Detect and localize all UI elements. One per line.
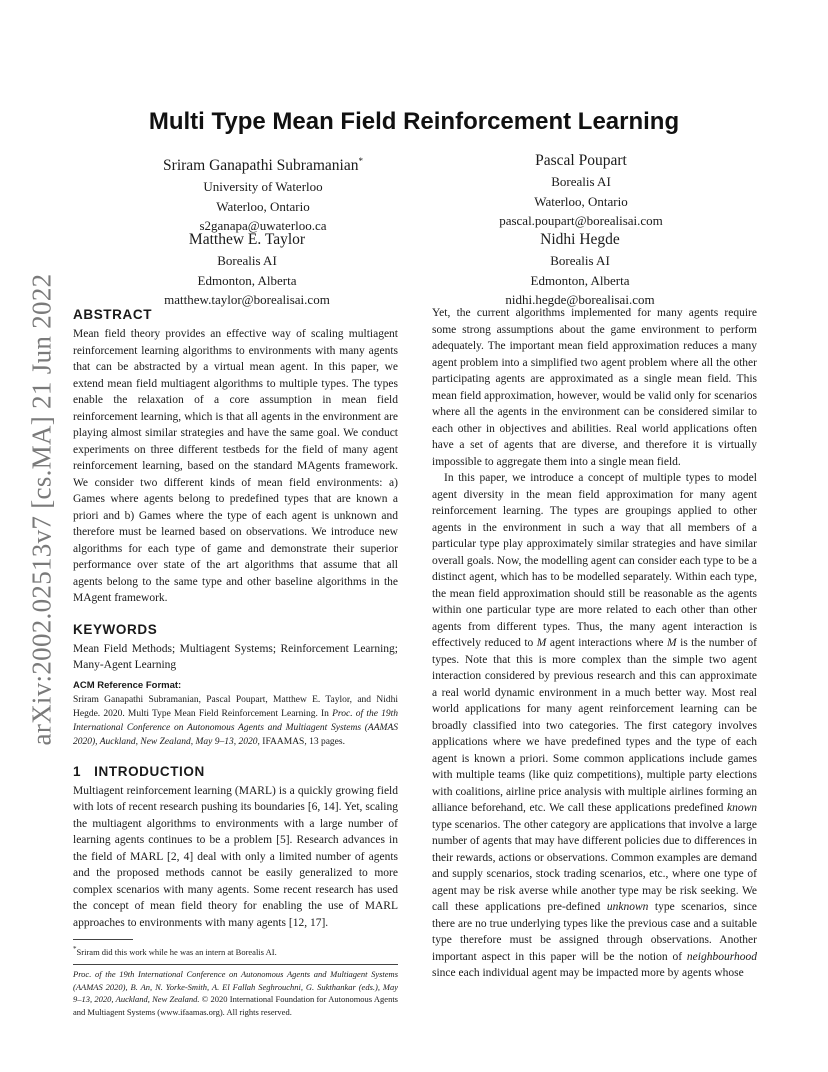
conference-note: Proc. of the 19th International Conference on Autonomous Agents and Multiagent Systems (AAMAS 2020), B. An, N. Yorke-Smith, A. El Fallah Seghrouchni, G. Sukthankar (eds.), May 9–13, 2020, Auckland, New Zealand. © 2020 International Foundation for Autonomous Agents and Multiagent Systems (www.ifaamas.org). All rights reserved. [73, 969, 398, 1017]
arxiv-identifier-text: arXiv:2002.02513v7 [cs.MA] 21 Jun 2022 [26, 273, 57, 745]
intro-paragraph-types: In this paper, we introduce a concept of multiple types to model agent diversity in the mean field approximation for many agent reinforcement learning. The types are groupings applied to other agents in the environment in such a way that all members of a particular type play approximately similar strategies and have similar overall goals. Now, the modelling agent can consider each type to be a distinct agent, which has to be modelled separately. Within each type, the mean field approximation should still be reasonable as the agents within one particular type are more related to each other than other agents from different types. Thus, the many agent interaction is effectively reduced to M agent interactions where M is the number of types. Note that this is more complex than the simple two agent interaction considered by previous research and this can approximate a real world dynamic environment in a much better way. Most real world applications for many agent reinforcement learning can be broadly classified into two categories. The first category involves applications where we have predefined types and the type of each agent is known a priori. Some common applications include games with multiple teams (like quiz competitions), multiple party elections with coalitions, airline price analysis with multiple airlines forming an alliance beforehand, etc. We call these applications predefined known type scenarios. The other category are applications that involve a large number of agents that may have different policies due to differences in their rewards, actions or observations. Common examples are demand and supply scenarios, stock trading scenarios, etc., where one type of agent may be risk averse while another type may be risk seeking. We call these applications pre-defined unknown type scenarios, since there are no true underlying types like the previous case and a suitable type therefore must be assigned through observations. Another important aspect in this paper will be the notion of neighbourhood since each individual agent may be impacted more by agents whose [432, 472, 757, 979]
author-location: Edmonton, Alberta [197, 272, 297, 288]
introduction-heading: 1 INTRODUCTION [73, 763, 205, 779]
author-block-1 [113, 150, 413, 236]
abstract-text: Mean field theory provides an effective way of scaling multiagent reinforcement learning algorithms to environments with many agents that can be abstracted by a virtual mean agent. In this paper, we extend mean field multiagent algorithms to multiple types. The types enable the relaxation of a core assumption in mean field reinforcement learning, which is that all agents in the environment are playing almost similar strategies and have the same goal. We conduct experiments on three different testbeds for the field of many agent reinforcement learning, based on the standard MAgents framework. We consider two different kinds of mean field environments: a) Games where agents belong to predefined types that are known a priori and b) Games where the type of each agent is unknown and therefore must be learned based on observations. We introduce new algorithms for each type of game and demonstrate their superior performance over state of the art algorithms that assume that all agents belong to the same type and other baseline algorithms in the MAgent framework. [73, 328, 398, 604]
arxiv-identifier [20, 273, 64, 745]
footnote: *Sriram did this work while he was an intern at Borealis AI. [73, 945, 277, 957]
author-email: nidhi.hegde@borealisai.com [505, 292, 655, 307]
abstract-heading: ABSTRACT [73, 307, 153, 322]
acm-reference-heading: ACM Reference Format: [73, 679, 182, 691]
author-location: Waterloo, Ontario [534, 193, 628, 209]
author-name: Matthew E. Taylor [188, 231, 306, 248]
introduction-text: Multiagent reinforcement learning (MARL) is a quickly growing field with lots of recent research pushing its boundaries [6, 14]. Yet, scaling the multiagent algorithms to environments with a large number of learning agents continues to be a problem [5]. Research advances in the field of MARL [2, 4] deal with only a limited number of agents and the proposed methods cannot be easily generalized to more complex scenarios with many agents. Some recent research has used the concept of mean field theory for enabling the use of MARL approaches to environments with many agents [12, 17]. [73, 784, 398, 929]
author-affiliation: University of Waterloo [203, 179, 323, 195]
author-location: Edmonton, Alberta [530, 272, 630, 288]
paper-title: Multi Type Mean Field Reinforcement Learning [148, 108, 680, 135]
keywords-heading: KEYWORDS [73, 621, 158, 637]
acm-reference [73, 679, 398, 749]
author-affiliation: Borealis AI [551, 174, 611, 189]
conference-rule [73, 964, 398, 965]
author-block-2 [431, 150, 731, 231]
author-affiliation: Borealis AI [217, 253, 277, 268]
author-block-4 [430, 229, 730, 310]
author-affiliation: Borealis AI [550, 253, 610, 268]
left-column [73, 305, 398, 1018]
author-footnote-mark: * [358, 156, 363, 166]
author-name: Nidhi Hegde [540, 231, 620, 248]
right-column [432, 305, 757, 982]
acm-venue: Proc. of the 19th International Conference on Autonomous Agents and Multiagent Systems (AAMAS 2020), Auckland, New Zealand, May 9–13, 2020 [73, 708, 399, 747]
intro-paragraph-continued: Yet, the current algorithms implemented for many agents require some strong assumptions about the game environment to perform adequately. The important mean field approximation reduces a many agent problem into a simplified two agent problem where all the other participating agents are approximated as a single mean field. This mean field approximation, however, would be valid only for scenarios where all the agents in the environment can be considered similar to each other in objectives and abilities. Real world applications often have a set of agents that are diverse, and therefore it is virtually impossible to aggregate them into a single mean field. [432, 307, 757, 468]
author-location: Waterloo, Ontario [216, 198, 310, 214]
author-block-3 [97, 229, 397, 310]
footnote-rule [73, 939, 133, 940]
keywords-text: Mean Field Methods; Multiagent Systems; Reinforcement Learning; Many-Agent Learning [73, 642, 398, 671]
acm-reference-text: Sriram Ganapathi Subramanian, Pascal Poupart, Matthew E. Taylor, and Nidhi Hegde. 2020. Multi Type Mean Field Reinforcement Learning. In Proc. of the 19th International Conference on Autonomous Agents and Multiagent Systems (AAMAS 2020), Auckland, New Zealand, May 9–13, 2020, IFAAMAS, 13 pages. [73, 694, 399, 747]
author-email: pascal.poupart@borealisai.com [499, 213, 663, 228]
author-name: Pascal Poupart [535, 152, 627, 169]
author-email: s2ganapa@uwaterloo.ca [199, 218, 327, 234]
author-name-line: Sriram Ganapathi Subramanian* [163, 156, 363, 175]
author-email: matthew.taylor@borealisai.com [164, 292, 330, 307]
